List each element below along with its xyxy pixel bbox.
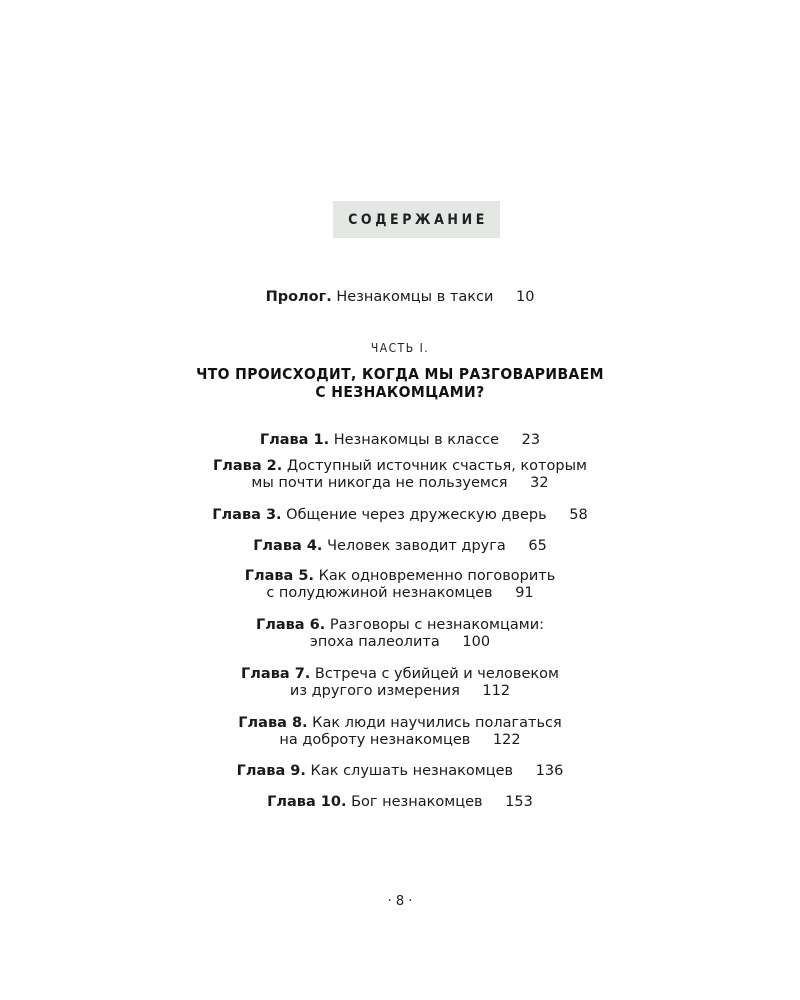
part-title-line1: ЧТО ПРОИСХОДИТ, КОГДА МЫ РАЗГОВАРИВАЕМ [196,365,604,383]
chapter-title: Человек заводит друга [327,538,506,554]
prologue-title: Незнакомцы в такси [336,289,494,305]
toc-entry-chapter-8 [0,715,800,749]
chapter-title-line1: Как одновременно поговорить [318,568,556,584]
chapter-label: Глава 5. [244,568,314,584]
chapter-label: Глава 7. [241,666,311,682]
chapter-label: Глава 9. [236,763,306,779]
chapter-title-line2: с полудюжиной незнакомцев [266,585,493,601]
chapter-title-line1: Как люди научились полагаться [312,715,562,731]
chapter-page: 58 [569,507,588,523]
toc-entry-chapter-1 [0,432,800,449]
toc-heading-box [333,201,500,238]
chapter-label: Глава 3. [212,507,282,523]
toc-entry-chapter-7 [0,666,800,700]
chapter-title-line1: Разговоры с незнакомцами: [329,617,544,633]
chapter-title-line2: эпоха палеолита [309,634,440,650]
chapter-title: Незнакомцы в классе [333,432,500,448]
chapter-title-line2: на доброту незнакомцев [279,732,471,748]
part-title [0,365,800,401]
chapter-title-line2: из другого измерения [289,683,460,699]
toc-entry-chapter-2 [0,458,800,492]
chapter-label: Глава 8. [238,715,308,731]
chapter-page: 100 [462,634,491,650]
chapter-page: 65 [528,538,547,554]
chapter-label: Глава 1. [259,432,330,448]
toc-entry-chapter-6 [0,617,800,651]
toc-entry-chapter-9 [0,763,800,780]
chapter-title: Общение через дружескую дверь [286,507,547,523]
part-label: ЧАСТЬ I. [370,341,430,355]
page-number: · 8 · [387,894,413,909]
toc-entry-chapter-10 [0,794,800,811]
chapter-label: Глава 4. [253,538,323,554]
chapter-label: Глава 6. [255,617,326,633]
prologue-label: Пролог. [265,289,332,305]
chapter-page: 136 [535,763,564,779]
chapter-title-line2: мы почти никогда не пользуемся [251,475,508,491]
chapter-page: 32 [530,475,549,491]
chapter-page: 122 [492,732,521,748]
prologue-page: 10 [515,289,535,305]
toc-entry-chapter-4 [0,538,800,555]
chapter-label: Глава 2. [213,458,283,474]
chapter-page: 91 [515,585,534,601]
chapter-label: Глава 10. [267,794,347,810]
toc-entry-chapter-5 [0,568,800,602]
chapter-title-line1: Встреча с убийцей и человеком [314,666,559,682]
chapter-title-line1: Доступный источник счастья, которым [286,458,587,474]
toc-heading: СОДЕРЖАНИЕ [348,211,488,228]
chapter-page: 112 [482,683,511,699]
part-title-line2: С НЕЗНАКОМЦАМИ? [315,383,485,401]
chapter-page: 23 [521,432,541,448]
chapter-title: Бог незнакомцев [351,794,483,810]
toc-entry-chapter-3 [0,507,800,524]
chapter-title: Как слушать незнакомцев [310,763,514,779]
prologue-entry [0,289,800,306]
chapter-page: 153 [505,794,533,810]
